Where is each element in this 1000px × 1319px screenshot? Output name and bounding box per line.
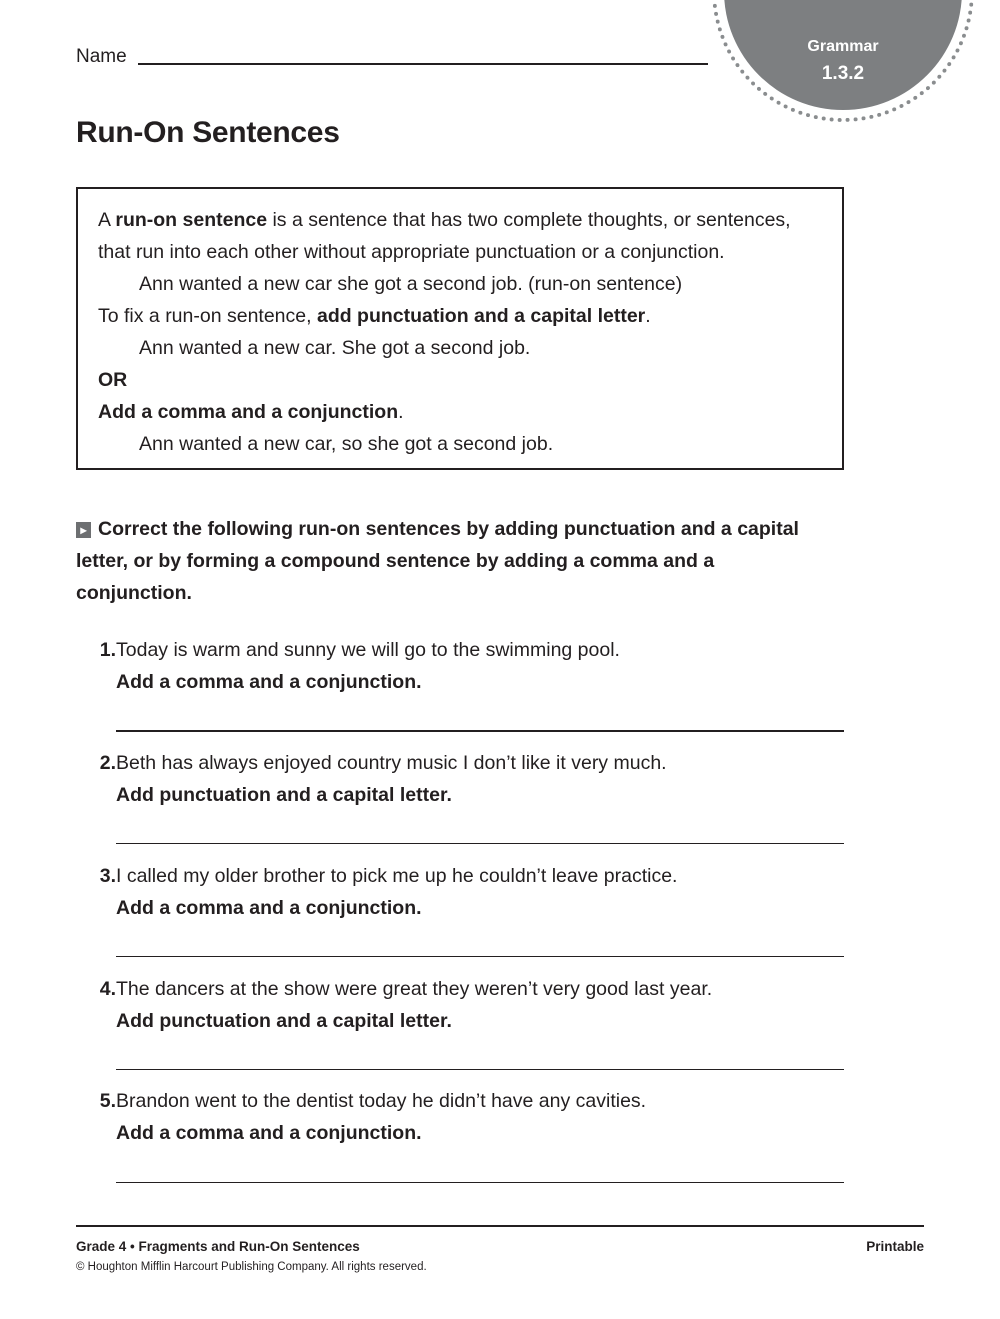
exercise-item-3: [76, 860, 844, 960]
exercise-item-5: [76, 1085, 844, 1185]
item-instruction: Add a comma and a conjunction.: [116, 1122, 422, 1144]
rule-conjunction-line: Add a comma and a conjunction.: [98, 401, 404, 423]
item-instruction: Add punctuation and a capital letter.: [116, 1010, 452, 1032]
fix-method-conjunction: Add a comma and a conjunction: [98, 401, 399, 423]
example-run-on: Ann wanted a new car she got a second job. (run-on sentence): [139, 273, 683, 295]
item-number: 5.: [99, 1090, 116, 1112]
item-number: 2.: [99, 752, 116, 774]
item-instruction: Add a comma and a conjunction.: [116, 897, 422, 919]
item-sentence: Today is warm and sunny we will go to the swimming pool.: [116, 639, 620, 661]
rule-box: [76, 187, 844, 470]
name-input-line[interactable]: [138, 63, 708, 65]
item-number: 3.: [99, 865, 116, 887]
badge-title: Grammar: [807, 38, 879, 55]
answer-line[interactable]: [116, 843, 844, 844]
item-sentence: I called my older brother to pick me up he couldn’t leave practice.: [116, 865, 678, 887]
item-sentence: Beth has always enjoyed country music I don’t like it very much.: [116, 752, 667, 774]
rule-definition-line2: that run into each other without appropriate punctuation or a conjunction.: [98, 241, 725, 263]
rule-definition-line1: A run-on sentence is a sentence that has two complete thoughts, or sentences,: [98, 209, 791, 231]
footer-course-label: Grade 4 • Fragments and Run-On Sentences: [76, 1239, 360, 1254]
answer-line[interactable]: [116, 730, 844, 732]
fix-method-punctuation: add punctuation and a capital letter: [316, 305, 646, 327]
footer-printable-label: Printable: [866, 1239, 924, 1254]
answer-line[interactable]: [116, 1069, 844, 1070]
copyright-notice: © Houghton Mifflin Harcourt Publishing Company. All rights reserved.: [76, 1261, 427, 1273]
answer-line[interactable]: [116, 1182, 844, 1183]
example-conjunction-fix: Ann wanted a new car, so she got a second job.: [139, 433, 554, 455]
directions-line2: letter, or by forming a compound sentence by adding a comma and a: [76, 550, 715, 572]
answer-line[interactable]: [116, 956, 844, 957]
item-instruction: Add punctuation and a capital letter.: [116, 784, 452, 806]
exercise-item-1: [76, 634, 844, 734]
directions-line3: conjunction.: [76, 582, 192, 604]
item-sentence: The dancers at the show were great they weren’t very good last year.: [116, 978, 713, 1000]
footer-divider: [76, 1225, 924, 1227]
item-number: 4.: [99, 978, 116, 1000]
rule-fix-line: To fix a run-on sentence, add punctuation and a capital letter.: [98, 305, 651, 327]
name-field-row: [76, 44, 708, 68]
grammar-badge: [712, 0, 982, 122]
directions-line1: ▸ Correct the following run-on sentences by adding punctuation and a capital: [76, 513, 836, 545]
page-title: Run-On Sentences: [76, 116, 340, 149]
arrow-right-icon: ▸: [76, 522, 91, 538]
term-run-on-sentence: run-on sentence: [115, 209, 268, 231]
item-number: 1.: [99, 639, 116, 661]
exercise-item-4: [76, 973, 844, 1073]
name-label: Name: [76, 46, 127, 67]
example-punctuation-fix: Ann wanted a new car. She got a second job.: [139, 337, 531, 359]
item-sentence: Brandon went to the dentist today he didn’t have any cavities.: [116, 1090, 647, 1112]
badge-number: 1.3.2: [821, 63, 865, 84]
directions: [76, 513, 836, 609]
or-label: OR: [98, 369, 128, 391]
exercise-item-2: [76, 747, 844, 847]
item-instruction: Add a comma and a conjunction.: [116, 671, 422, 693]
